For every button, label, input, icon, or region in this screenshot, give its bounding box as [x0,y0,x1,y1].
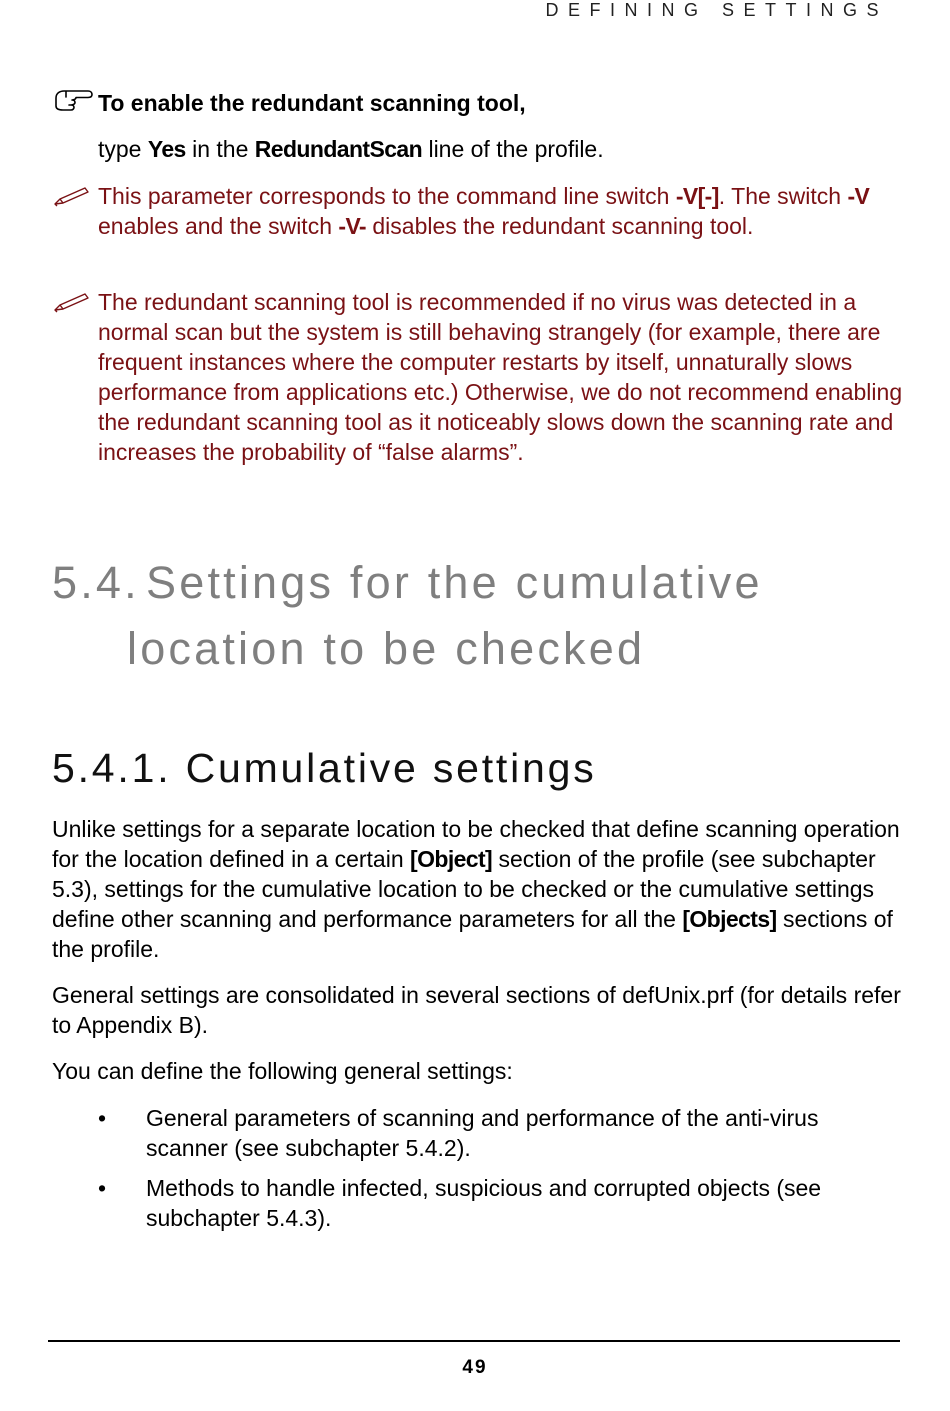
page-number: 49 [462,1357,488,1378]
objects-section-tag: [Objects] [682,906,777,932]
pencil-icon [54,291,90,313]
note-command-line-switch [54,181,914,241]
paragraph-define-intro: You can define the following general settings: [52,1058,513,1084]
running-header: DEFINING SETTINGS [545,0,888,20]
list-item-text: Methods to handle infected, suspicious and corrupted objects (see subchapter 5.4.3). [146,1175,822,1231]
section-title-line2: location to be checked [127,623,646,674]
footer-divider [48,1340,900,1342]
section-number: 5.4. [52,557,140,608]
pointing-hand-icon [54,84,94,114]
pencil-icon [54,185,90,207]
note-text: This parameter corresponds to the command line switch -V[-]. The switch -V enables and the switch -V- disables the redundant scanning tool. [98,183,870,239]
list-item [52,1173,912,1233]
section-title-line1: Settings for the cumulative [146,557,763,608]
list-item-text: General parameters of scanning and performance of the anti-virus scanner (see subchapter 5.4.2). [146,1105,819,1161]
note-recommendation [54,287,914,467]
paragraph-general-settings: General settings are consolidated in several sections of defUnix.prf (for details refer to Appendix B). [52,982,901,1038]
value-yes: Yes [147,136,186,162]
note-text: The redundant scanning tool is recommended if no virus was detected in a normal scan but the system is still behaving strangely (for example, there are frequent instances where the computer restarts by itself, unnaturally slows performance from applications etc.) Otherwise, we do not recommend enabling the redundant scanning tool as it noticeably slows down the scanning rate and increases the probability of “false alarms”. [98,289,903,465]
list-item [52,1103,912,1163]
procedure-step: type Yes in the RedundantScan line of the profile. [98,136,604,162]
paragraph-cumulative-intro: Unlike settings for a separate location to be checked that define scanning operation for the location defined in a certain [Object] section of the profile (see subchapter 5.3), settings for the cumulative location to be checked or the cumulative settings define other scanning and performance parameters for all the [Objects] sections of the profile. [52,816,900,962]
switch-optional: -V[-] [675,183,719,209]
object-section-tag: [Object] [410,846,493,872]
profile-key: RedundantScan [254,136,423,162]
switch-enable: -V [847,183,870,209]
bullet-symbol: • [98,1105,107,1131]
bullet-symbol: • [98,1175,107,1201]
subsection-heading: 5.4.1. Cumulative settings [52,745,597,791]
switch-disable: -V- [338,213,366,239]
procedure-title: To enable the redundant scanning tool, [98,90,526,116]
section-heading [52,550,912,682]
